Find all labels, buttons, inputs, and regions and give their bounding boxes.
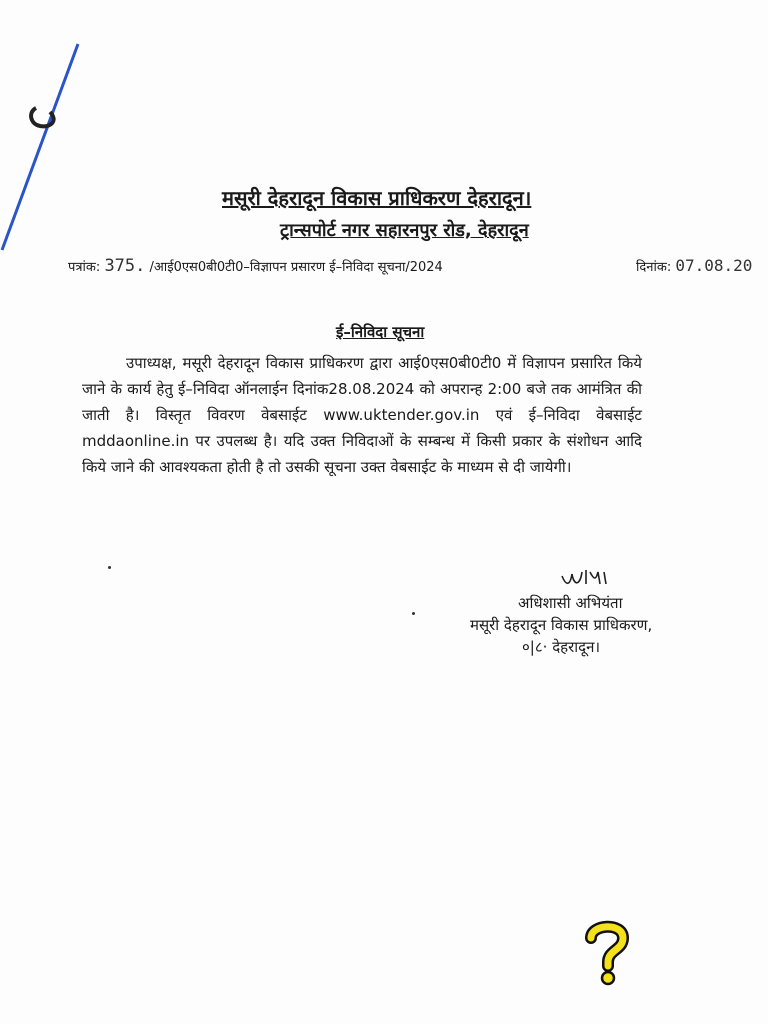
binder-clip-icon xyxy=(0,0,120,260)
notice-body xyxy=(82,350,642,480)
reference-line xyxy=(68,256,708,276)
reference-label: पत्रांक: xyxy=(68,260,101,275)
notice-heading: ई–निविदा सूचना xyxy=(336,323,425,341)
signatory-place: ०|८· देहरादून। xyxy=(522,638,601,656)
date-label: दिनांक: xyxy=(636,260,672,275)
signatory-org: मसूरी देहरादून विकास प्राधिकरण, xyxy=(470,616,653,634)
signatory-title: अधिशासी अभियंता xyxy=(518,594,623,612)
speck xyxy=(108,566,111,569)
question-mark-icon xyxy=(582,918,632,986)
reference-text: /आई0एस0बी0टी0–विज्ञापन प्रसारण ई–निविदा सूचना/2024 xyxy=(149,260,443,275)
org-address: ट्रान्सपोर्ट नगर सहारनपुर रोड, देहरादून xyxy=(280,220,529,241)
date-value: 07.08.20 xyxy=(675,256,753,275)
speck xyxy=(412,612,415,615)
reference-number: 375. xyxy=(104,256,146,276)
notice-paragraph: उपाध्यक्ष, मसूरी देहरादून विकास प्राधिकरण द्वारा आई0एस0बी0टी0 में विज्ञापन प्रसारित किये जाने के कार्य हेतु ई–निविदा ऑनलाईन दिनांक28.08.2024 को अपरान्ह 2:00 बजे तक आमंत्रित की जाती है। विस्तृत विवरण वेबसाईट www.uktender.gov.in एवं ई–निविदा वेबसाईट mddaonline.in पर उपलब्ध है। यदि उक्त निविदाओं के सम्बन्ध में किसी प्रकार के संशोधन आदि किये जाने की आवश्यकता होती है तो उसकी सूचना उक्त वेबसाईट के माध्यम से दी जायेगी। xyxy=(82,354,642,476)
date-line xyxy=(636,256,752,275)
signature-block xyxy=(470,592,730,658)
signature-mark xyxy=(560,566,610,590)
org-title: मसूरी देहरादून विकास प्राधिकरण देहरादून। xyxy=(222,186,532,210)
